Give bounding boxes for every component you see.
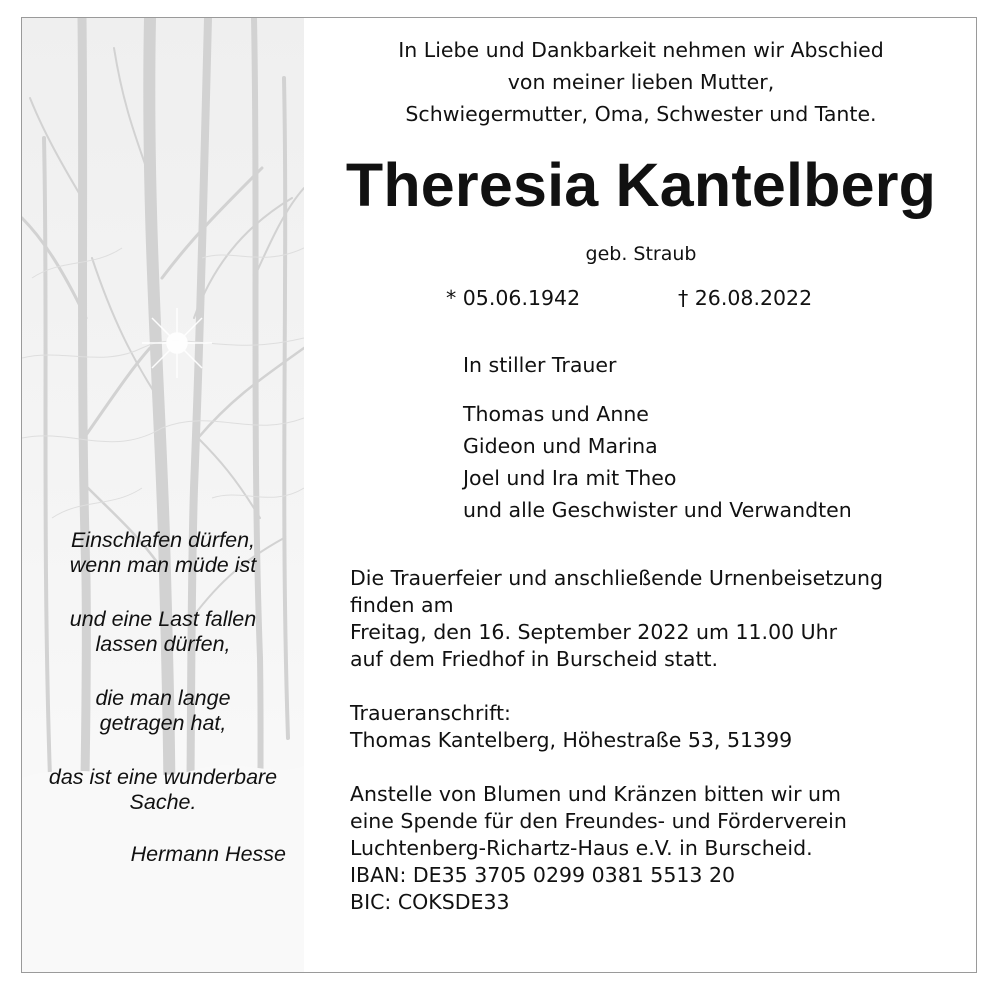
poem-line: getragen hat, (99, 711, 227, 735)
poem-line: das ist eine wunderbare (48, 765, 278, 789)
poem (22, 528, 304, 867)
death-date: † 26.08.2022 (678, 286, 813, 310)
ceremony-line: Die Trauerfeier und anschließende Urnenbeisetzung (350, 566, 883, 590)
birth-date: * 05.06.1942 (446, 286, 581, 310)
intro-text (304, 34, 977, 130)
iban-line: IBAN: DE35 3705 0299 0381 5513 20 (350, 863, 736, 887)
address-line: Traueranschrift: (350, 701, 511, 725)
intro-line: von meiner lieben Mutter, (507, 70, 775, 94)
mourner-name: Gideon und Marina (463, 434, 658, 458)
mourners (463, 349, 852, 526)
poem-line: lassen dürfen, (95, 632, 231, 656)
donation-request (350, 781, 883, 916)
poem-line: Einschlafen dürfen, (70, 528, 256, 552)
ceremony-line: finden am (350, 593, 454, 617)
mourners-lead: In stiller Trauer (463, 353, 617, 377)
life-dates (304, 286, 977, 316)
winter-forest-image (22, 18, 304, 973)
poem-stanza (22, 528, 304, 578)
sun-glare (142, 308, 212, 378)
obituary-frame (21, 17, 977, 973)
donation-line: Luchtenberg-Richartz-Haus e.V. in Burscheid. (350, 836, 813, 860)
mourner-name: Thomas und Anne (463, 402, 649, 426)
poem-stanza (22, 765, 304, 815)
deceased-name: Theresia Kantelberg (345, 151, 937, 219)
poem-author: Hermann Hesse (130, 842, 286, 866)
ceremony-line: auf dem Friedhof in Burscheid statt. (350, 647, 719, 671)
mourner-name: Joel und Ira mit Theo (463, 466, 677, 490)
poem-line: Sache. (129, 790, 197, 814)
donation-line: eine Spende für den Freundes- und Förderverein (350, 809, 847, 833)
poem-stanza (22, 607, 304, 657)
intro-line: Schwiegermutter, Oma, Schwester und Tante. (405, 102, 877, 126)
bic-line: BIC: COKSDE33 (350, 890, 510, 914)
mourner-name: und alle Geschwister und Verwandten (463, 498, 852, 522)
donation-line: Anstelle von Blumen und Kränzen bitten wir um (350, 782, 841, 806)
poem-line: wenn man müde ist (69, 553, 257, 577)
birth-name: geb. Straub (585, 243, 697, 265)
poem-line: die man lange (95, 686, 231, 710)
mourning-address (350, 700, 883, 754)
intro-line: In Liebe und Dankbarkeit nehmen wir Abschied (398, 38, 884, 62)
ceremony-details (350, 565, 883, 673)
ceremony-line: Freitag, den 16. September 2022 um 11.00 Uhr (350, 620, 838, 644)
address-line: Thomas Kantelberg, Höhestraße 53, 51399 (350, 728, 793, 752)
poem-line: und eine Last fallen (69, 607, 257, 631)
funeral-info (350, 565, 883, 943)
poem-stanza (22, 686, 304, 736)
obituary-text (304, 18, 977, 973)
